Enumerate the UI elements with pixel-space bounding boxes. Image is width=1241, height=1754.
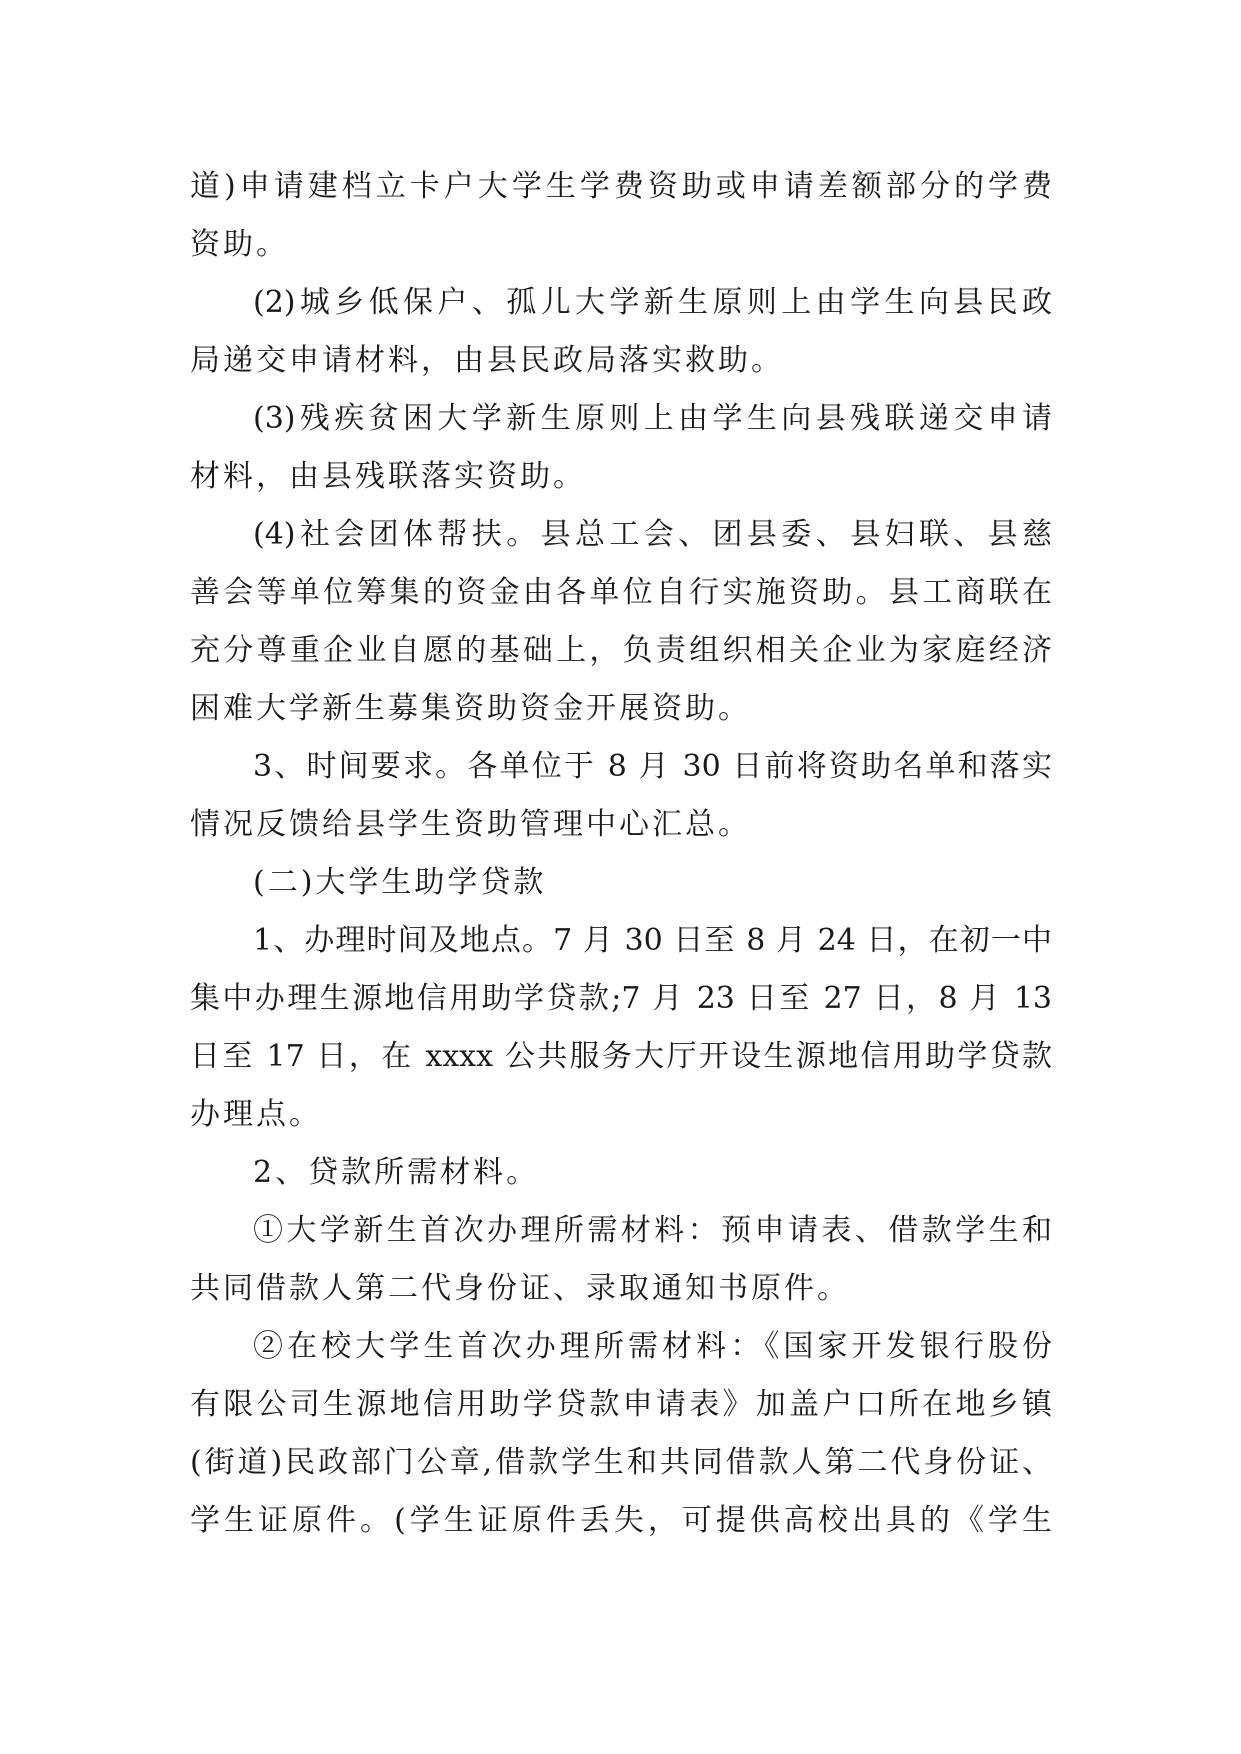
text-line: 道)申请建档立卡户大学生学费资助或申请差额部分的学费: [190, 169, 1052, 204]
text-line: ①大学新生首次办理所需材料：预申请表、借款学生和: [253, 1213, 1052, 1248]
text-line: 情况反馈给县学生资助管理中心汇总。: [190, 807, 751, 842]
section-heading: (二)大学生助学贷款: [253, 865, 547, 900]
text-line: 共同借款人第二代身份证、录取通知书原件。: [190, 1271, 850, 1306]
text-line: (街道)民政部门公章,借款学生和共同借款人第二代身份证、: [190, 1445, 1052, 1480]
text-line: 善会等单位筹集的资金由各单位自行实施资助。县工商联在: [190, 575, 1052, 610]
text-line: 有限公司生源地信用助学贷款申请表》加盖户口所在地乡镇: [190, 1387, 1052, 1422]
text-line: ②在校大学生首次办理所需材料：《国家开发银行股份: [253, 1329, 1052, 1364]
text-line: (3)残疾贫困大学新生原则上由学生向县残联递交申请: [253, 401, 1052, 436]
text-line: 日至 17 日，在 xxxx 公共服务大厅开设生源地信用助学贷款: [190, 1039, 1052, 1074]
text-line: 材料，由县残联落实资助。: [190, 459, 586, 494]
text-line: 学生证原件。(学生证原件丢失，可提供高校出具的《学生: [190, 1503, 1052, 1538]
text-line: 办理点。: [190, 1097, 322, 1132]
text-line: 2、贷款所需材料。: [253, 1155, 540, 1190]
text-line: (2)城乡低保户、孤儿大学新生原则上由学生向县民政: [253, 285, 1052, 320]
text-line: 集中办理生源地信用助学贷款;7 月 23 日至 27 日，8 月 13: [190, 981, 1052, 1016]
text-line: 1、办理时间及地点。7 月 30 日至 8 月 24 日，在初一中: [253, 923, 1052, 958]
text-line: 充分尊重企业自愿的基础上，负责组织相关企业为家庭经济: [190, 633, 1052, 668]
text-line: (4)社会团体帮扶。县总工会、团县委、县妇联、县慈: [253, 517, 1052, 552]
text-line: 3、时间要求。各单位于 8 月 30 日前将资助名单和落实: [253, 749, 1052, 784]
text-line: 困难大学新生募集资助资金开展资助。: [190, 691, 751, 726]
text-line: 局递交申请材料，由县民政局落实救助。: [190, 343, 784, 378]
text-line: 资助。: [190, 227, 289, 262]
